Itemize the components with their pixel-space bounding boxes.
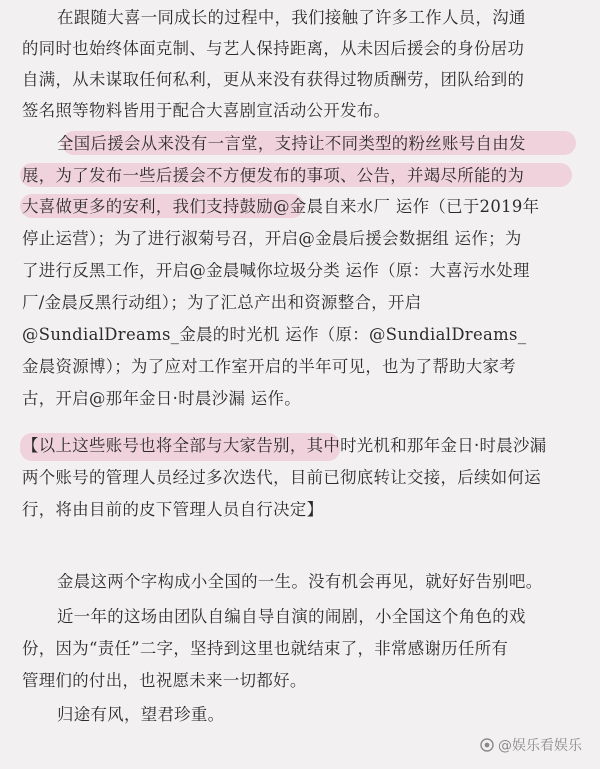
text-line: 两个账号的管理人员经过多次迭代，目前已彻底转让交接，后续如何运 <box>22 468 541 487</box>
text-line: 管理们的付出，也祝愿未来一切都好。 <box>22 671 307 690</box>
text-line: @SundialDreams_金晨的时光机 运作（原：@SundialDreams_ <box>22 325 527 344</box>
watermark <box>480 735 582 755</box>
text-line: 厂/金晨反黑行动组）；为了汇总产出和资源整合，开启 <box>22 293 422 312</box>
text-line: 归途有风，望君珍重。 <box>57 705 225 724</box>
camera-icon <box>480 738 494 752</box>
text-line: 展，为了发布一些后援会不方便发布的事项、公告，并竭尽所能的为 <box>22 166 525 185</box>
text-line: 份，因为“责任”二字，坚持到这里也就结束了，非常感谢历任所有 <box>22 639 509 658</box>
text-line: 签名照等物料皆用于配合大喜剧宣活动公开发布。 <box>22 101 391 120</box>
text-line: 近一年的这场由团队自编自导自演的闹剧，小全国这个角色的戏 <box>57 607 526 626</box>
text-line: 大喜做更多的安利，我们支持鼓励@金晨自来水厂 运作（已于2019年 <box>22 197 540 216</box>
text-line: 了进行反黑工作，开启@金晨喊你垃圾分类 运作（原：大喜污水处理 <box>22 261 530 280</box>
text-line: 古，开启@那年金日·时晨沙漏 运作。 <box>22 389 301 408</box>
text-line: 金晨这两个字构成小全国的一生。没有机会再见，就好好告别吧。 <box>57 572 543 591</box>
text-line: 【以上这些账号也将全部与大家告别，其中时光机和那年金日·时晨沙漏 <box>22 436 547 455</box>
watermark-text: @娱乐看娱乐 <box>498 738 582 754</box>
text-line: 停止运营）；为了进行淑菊号召，开启@金晨后援会数据组 运作；为 <box>22 229 522 248</box>
text-line: 自满，从未谋取任何私利，更从来没有获得过物质酬劳，团队给到的 <box>22 70 525 89</box>
text-line: 全国后援会从来没有一言堂，支持让不同类型的粉丝账号自由发 <box>57 134 526 153</box>
text-line: 的同时也始终体面克制、与艺人保持距离，从未因后援会的身份居功 <box>22 39 525 58</box>
text-line: 在跟随大喜一同成长的过程中，我们接触了许多工作人员，沟通 <box>57 8 526 27</box>
text-line: 行，将由目前的皮下管理人员自行决定】 <box>22 500 324 519</box>
text-line: 金晨资源博）；为了应对工作室开启的半年可见，也为了帮助大家考 <box>22 357 517 376</box>
